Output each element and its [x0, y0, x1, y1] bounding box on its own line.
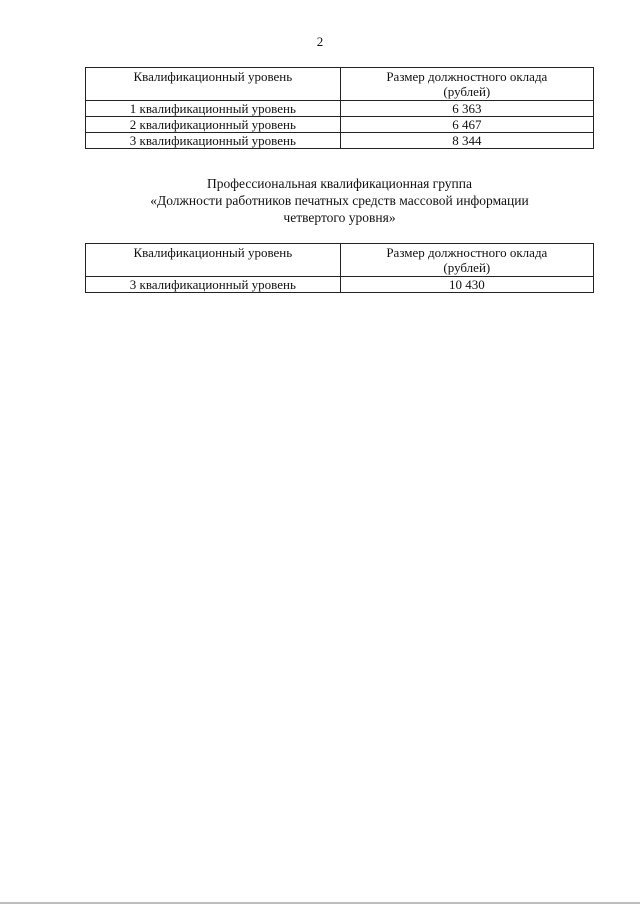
group-heading-line-3: четвертого уровня»: [283, 210, 396, 225]
table-row: [86, 117, 594, 133]
header-qualification-level: Квалификационный уровень: [86, 68, 341, 101]
header-qualification-level: Квалификационный уровень: [86, 244, 341, 277]
salary-amount-cell: 8 344: [340, 133, 593, 149]
salary-table-2: [85, 243, 594, 293]
qualification-level-cell: 3 квалификационный уровень: [86, 277, 341, 293]
table-row: [86, 277, 594, 293]
header-salary-amount-line1: Размер должностного оклада: [386, 245, 548, 260]
table-row: [86, 101, 594, 117]
header-salary-amount-line1: Размер должностного оклада: [386, 69, 548, 84]
professional-group-heading: [85, 175, 594, 226]
header-salary-amount: [340, 68, 593, 101]
salary-table-1: [85, 67, 594, 149]
table-header-row: [86, 244, 594, 277]
group-heading-line-1: Профессиональная квалификационная группа: [207, 176, 472, 191]
group-heading-line-2: «Должности работников печатных средств массовой информации: [150, 193, 529, 208]
table-header-row: [86, 68, 594, 101]
header-salary-amount-line2: (рублей): [443, 260, 491, 275]
scan-edge-line: [0, 902, 640, 904]
qualification-level-cell: 1 квалификационный уровень: [86, 101, 341, 117]
table-row: [86, 133, 594, 149]
header-salary-amount-line2: (рублей): [443, 84, 491, 99]
salary-amount-cell: 6 363: [340, 101, 593, 117]
salary-amount-cell: 10 430: [340, 277, 593, 293]
page-number: 2: [316, 34, 324, 49]
header-salary-amount: [340, 244, 593, 277]
qualification-level-cell: 3 квалификационный уровень: [86, 133, 341, 149]
salary-amount-cell: 6 467: [340, 117, 593, 133]
qualification-level-cell: 2 квалификационный уровень: [86, 117, 341, 133]
